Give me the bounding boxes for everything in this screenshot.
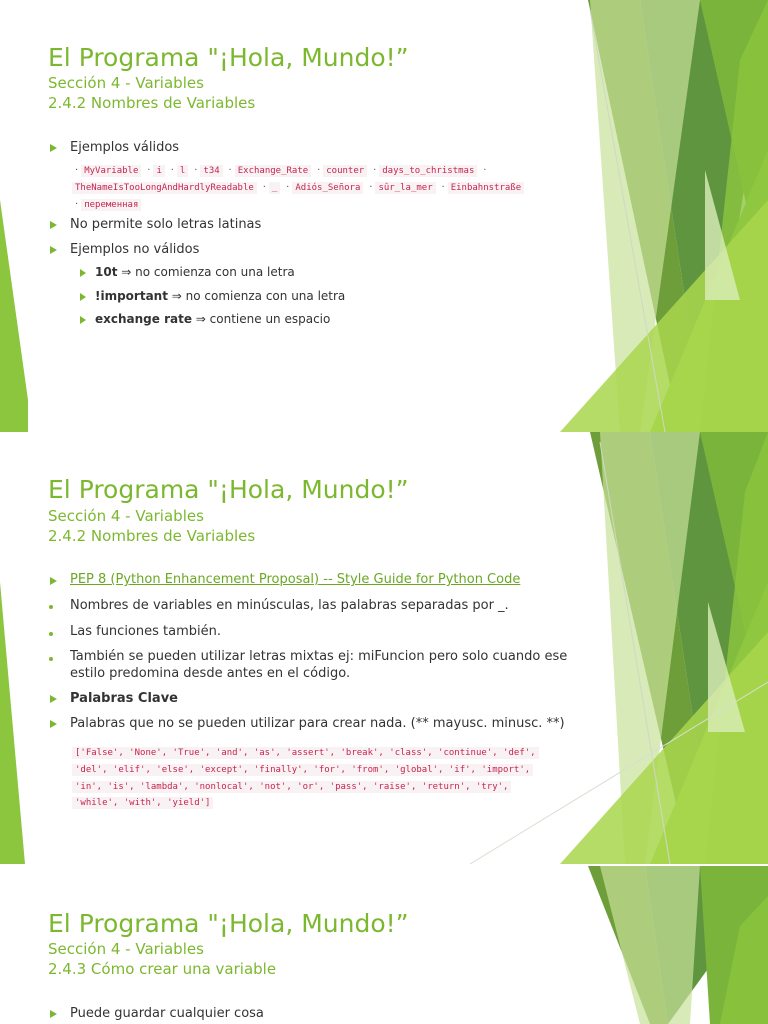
slide-3 [0,866,768,1024]
invalid-example-name: !important [95,289,168,303]
bullet-arrow-icon [50,246,57,254]
bullet-dot-icon [49,657,53,661]
code-example: counter [323,165,367,177]
code-example: MyVariable [81,165,141,177]
code-example: Adiós_Señora [292,182,363,194]
list-item: Puede guardar cualquier cosa [70,1006,264,1021]
bullet-arrow-icon [50,695,57,703]
invalid-example-reason: ⇒ no comienza con una letra [167,289,346,303]
keywords-code: 'while', 'with', 'yield'] [72,797,213,809]
valid-examples-line-2: TheNameIsTooLongAndHardlyReadable · _ · Adiós_Señora · sûr_la_mer · Einbahnstraße [72,180,524,196]
keywords-code: 'del', 'elif', 'else', 'except', 'finally', 'for', 'from', 'global', 'if', 'import', [72,764,533,776]
slide-title: El Programa "¡Hola, Mundo!” [48,909,409,938]
latin-note: No permite solo letras latinas [70,217,262,232]
code-example: _ [269,182,280,194]
code-example: i [153,165,164,177]
section-label: Sección 4 - Variables [48,507,204,525]
code-example: sûr_la_mer [375,182,435,194]
keywords-code-line [72,795,213,811]
invalid-example-reason: ⇒ contiene un espacio [191,312,331,326]
bullet-arrow-icon [80,269,86,277]
code-example: TheNameIsTooLongAndHardlyReadable [72,182,257,194]
keywords-code-line [72,762,533,778]
invalid-example-name: 10t [95,265,118,279]
code-example: t34 [200,165,222,177]
slide-title: El Programa "¡Hola, Mundo!” [48,43,409,72]
bullet-arrow-icon [80,316,86,324]
rule-text: También se pueden utilizar letras mixtas ej: miFuncion pero solo cuando ese [70,649,568,664]
slide-1 [0,0,768,432]
section-label: Sección 4 - Variables [48,940,204,958]
keywords-heading: Palabras Clave [70,691,178,706]
invalid-example-reason: ⇒ no comienza con una letra [117,265,295,279]
subsection-label: 2.4.2 Nombres de Variables [48,94,256,112]
valid-examples-line-3: · переменная [72,197,141,213]
invalid-example [95,265,295,279]
keywords-code: 'in', 'is', 'lambda', 'nonlocal', 'not', 'or', 'pass', 'raise', 'return', 'try', [72,781,511,793]
bullet-dot-icon [49,632,53,636]
rule-text: estilo predomina desde antes en el código. [70,666,351,681]
keywords-note: Palabras que no se pueden utilizar para crear nada. (** mayusc. minusc. **) [70,716,565,731]
invalid-example-name: exchange rate [95,312,192,326]
bullet-arrow-icon [50,1010,57,1018]
valid-examples-label: Ejemplos válidos [70,140,180,155]
code-example: Exchange_Rate [235,165,311,177]
code-example: переменная [81,199,141,211]
code-example: l [177,165,188,177]
invalid-example [95,312,330,326]
invalid-example [95,289,345,303]
bullet-arrow-icon [50,577,57,585]
code-example: Einbahnstraße [448,182,524,194]
keywords-code: ['False', 'None', 'True', 'and', 'as', 'assert', 'break', 'class', 'continue', 'def', [72,747,539,759]
bullet-arrow-icon [50,144,57,152]
section-label: Sección 4 - Variables [48,74,204,92]
rule-text: Las funciones también. [70,624,221,639]
slide-title: El Programa "¡Hola, Mundo!” [48,475,409,504]
valid-examples-line-1: · MyVariable · i · l · t34 · Exchange_Rate · counter · days_to_christmas · [75,165,487,176]
subsection-label: 2.4.2 Nombres de Variables [48,527,256,545]
subsection-label: 2.4.3 Cómo crear una variable [48,960,277,978]
bullet-dot-icon [49,605,53,609]
keywords-code-line [72,745,539,761]
rule-text: Nombres de variables en minúsculas, las palabras separadas por _. [70,598,509,613]
keywords-code-line [72,779,511,795]
code-example: days_to_christmas [379,165,477,177]
pep8-link[interactable]: PEP 8 (Python Enhancement Proposal) -- Style Guide for Python Code [70,572,521,587]
bullet-arrow-icon [50,720,57,728]
bullet-arrow-icon [80,293,86,301]
bullet-arrow-icon [50,221,57,229]
slide-2 [0,432,768,864]
invalid-examples-label: Ejemplos no válidos [70,242,200,257]
